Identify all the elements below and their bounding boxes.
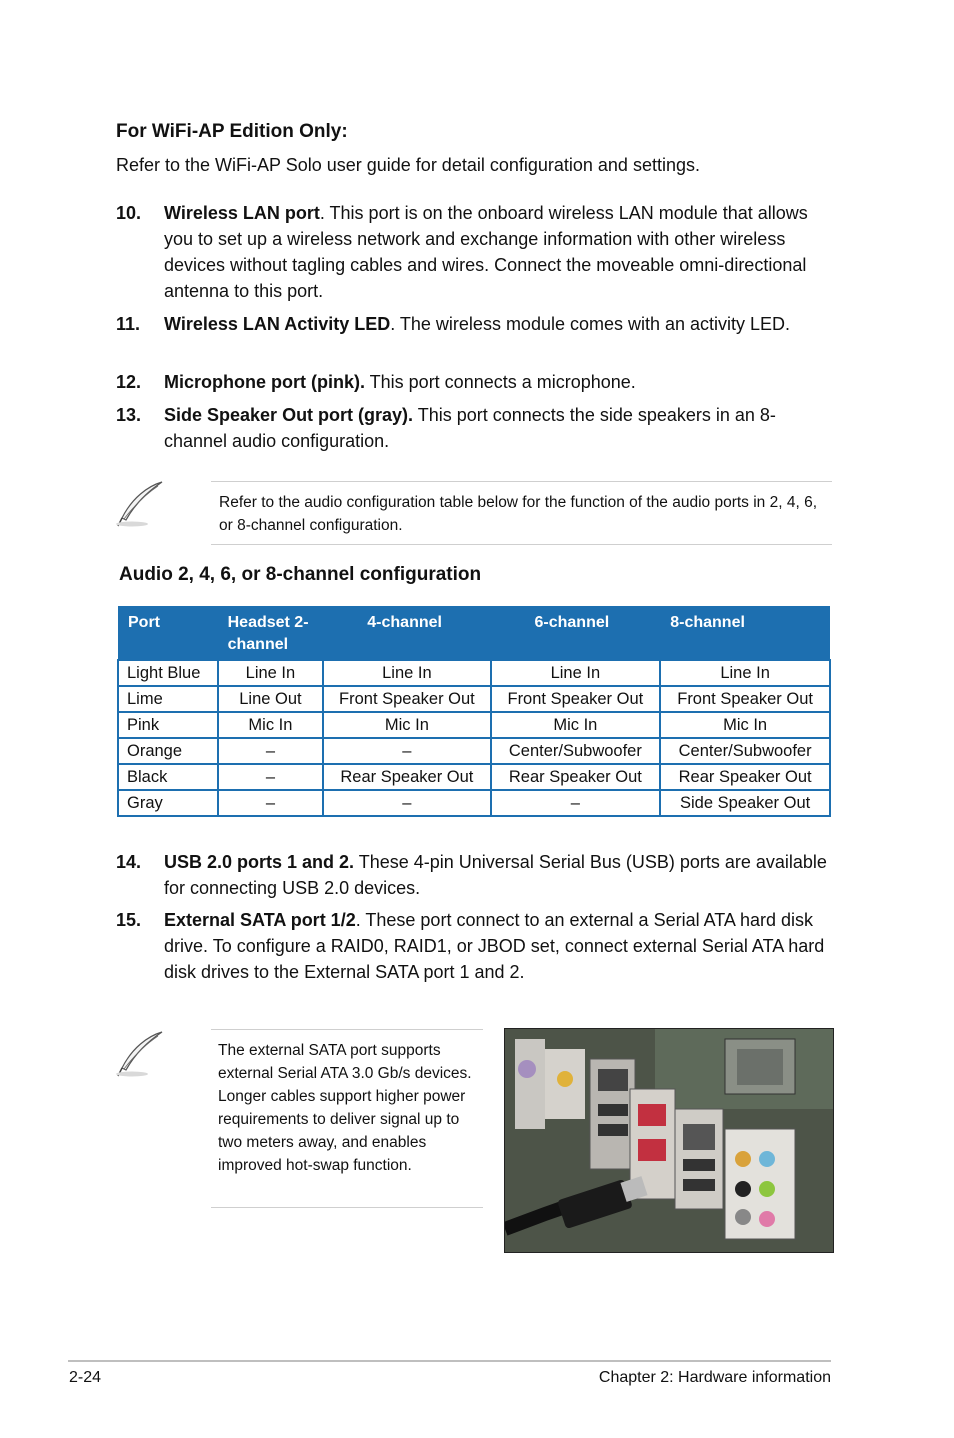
table-cell: Light Blue <box>118 660 218 686</box>
item-term: Wireless LAN Activity LED <box>164 314 391 334</box>
item-number: 10. <box>116 203 142 223</box>
column-header: Headset 2-channel <box>218 606 324 660</box>
table-cell: Rear Speaker Out <box>660 764 830 790</box>
table-cell: – <box>218 764 324 790</box>
table-cell: Rear Speaker Out <box>323 764 490 790</box>
list-item <box>116 369 836 395</box>
note-text: The external SATA port supports external Serial ATA 3.0 Gb/s devices. Longer cables support higher power requirements to deliver signal up to two meters away, and enables improved hot-swap function. <box>218 1042 472 1174</box>
item-number: 14. <box>116 852 142 872</box>
table-row <box>118 686 830 712</box>
item-term: External SATA port 1/2 <box>164 910 356 930</box>
table-cell: Center/Subwoofer <box>660 738 830 764</box>
table-cell: Line In <box>218 660 324 686</box>
item-term: USB 2.0 ports 1 and 2. <box>164 852 355 872</box>
item-term: Wireless LAN port <box>164 203 320 223</box>
table-cell: Mic In <box>323 712 490 738</box>
table-row <box>118 712 830 738</box>
table-cell: – <box>323 790 490 816</box>
list-item <box>116 402 836 454</box>
column-header: 4-channel <box>323 606 490 660</box>
table-cell: – <box>323 738 490 764</box>
rear-io-panel-photo <box>504 1028 834 1253</box>
table-cell: Side Speaker Out <box>660 790 830 816</box>
table-cell: Lime <box>118 686 218 712</box>
table-cell: Rear Speaker Out <box>491 764 661 790</box>
footer-divider <box>68 1360 831 1362</box>
column-header: Port <box>118 606 218 660</box>
note-text: Refer to the audio configuration table below for the function of the audio ports in 2, 4, 6, or 8-channel configuration. <box>219 494 817 534</box>
item-text: . These port connect to an external a Serial ATA hard disk drive. To configure a RAID0, RAID1, or JBOD set, connect external Serial ATA hard disk drives to the External SATA port 1 and 2. <box>164 910 825 982</box>
list-item <box>116 907 836 985</box>
list-item <box>116 311 836 337</box>
table-row <box>118 738 830 764</box>
table-row <box>118 764 830 790</box>
audio-config-table <box>117 606 831 817</box>
note-divider <box>211 1029 483 1030</box>
item-number: 11. <box>116 314 141 334</box>
rear-io-panel-illustration <box>505 1029 833 1252</box>
table-cell: – <box>218 790 324 816</box>
item-number: 15. <box>116 910 142 930</box>
item-text: This port connects a microphone. <box>364 372 636 392</box>
chapter-title: Chapter 2: Hardware information <box>598 1369 831 1386</box>
table-cell: Mic In <box>491 712 661 738</box>
table-cell: – <box>491 790 661 816</box>
table-cell: Front Speaker Out <box>491 686 661 712</box>
list-item <box>116 200 836 304</box>
item-text: . The wireless module comes with an activity LED. <box>390 314 791 334</box>
page-number: 2-24 <box>69 1369 102 1386</box>
table-cell: – <box>218 738 324 764</box>
column-header: 8-channel <box>660 606 830 660</box>
item-text: This port connects the side speakers in an 8-channel audio configuration. <box>164 405 776 451</box>
table-cell: Center/Subwoofer <box>491 738 661 764</box>
table-row <box>118 790 830 816</box>
note-divider <box>211 1207 483 1208</box>
table-cell: Line In <box>323 660 490 686</box>
feather-pen-icon <box>114 1030 166 1078</box>
note-divider <box>211 481 832 482</box>
table-cell: Front Speaker Out <box>323 686 490 712</box>
feather-pen-icon <box>114 480 166 528</box>
table-cell: Front Speaker Out <box>660 686 830 712</box>
item-number: 13. <box>116 405 142 425</box>
item-term: Side Speaker Out port (gray). <box>164 405 414 425</box>
table-title: Audio 2, 4, 6, or 8-channel configuration <box>119 564 482 585</box>
table-cell: Gray <box>118 790 218 816</box>
section-intro: Refer to the WiFi-AP Solo user guide for detail configuration and settings. <box>116 155 700 175</box>
note-divider <box>211 544 832 545</box>
table-header-row <box>118 606 830 660</box>
list-item <box>116 849 836 901</box>
table-cell: Line In <box>491 660 661 686</box>
column-header: 6-channel <box>491 606 661 660</box>
item-text: . This port is on the onboard wireless LAN module that allows you to set up a wireless network and exchange information with other wireless devices without tagling cables and wires. Connect the moveable omni-directional antenna to this port. <box>164 203 808 301</box>
item-text: These 4-pin Universal Serial Bus (USB) ports are available for connecting USB 2.0 devices. <box>164 852 827 898</box>
item-number: 12. <box>116 372 142 392</box>
table-row <box>118 660 830 686</box>
item-term: Microphone port (pink). <box>164 372 365 392</box>
table-cell: Mic In <box>660 712 830 738</box>
table-cell: Line In <box>660 660 830 686</box>
table-cell: Orange <box>118 738 218 764</box>
table-cell: Black <box>118 764 218 790</box>
table-cell: Pink <box>118 712 218 738</box>
section-heading: For WiFi-AP Edition Only: <box>116 121 348 142</box>
table-cell: Mic In <box>218 712 324 738</box>
table-cell: Line Out <box>218 686 324 712</box>
